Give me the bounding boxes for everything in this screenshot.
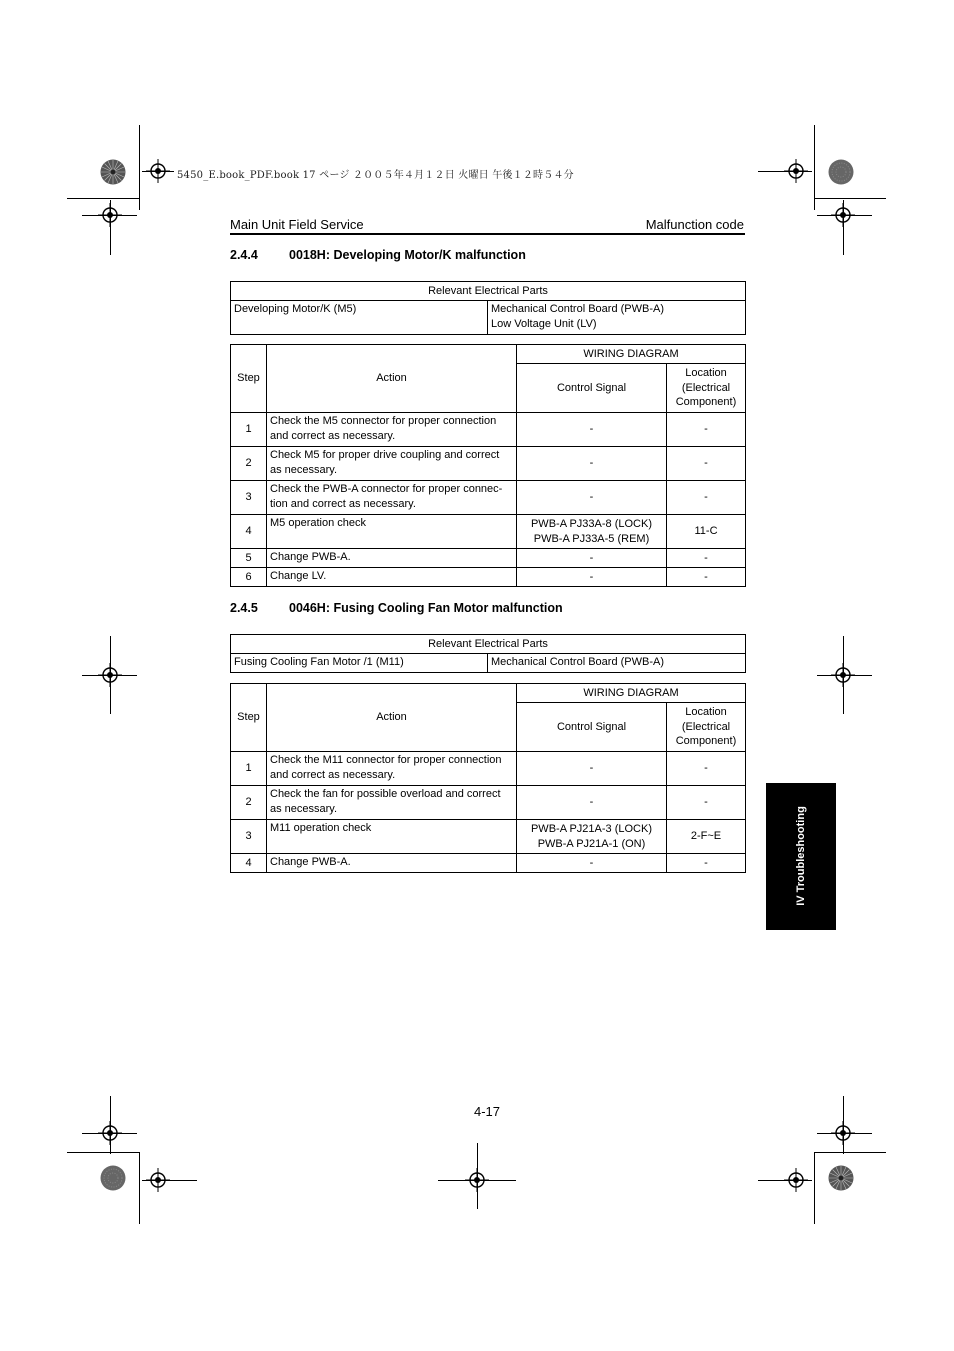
location-header-line: Component) <box>675 735 737 748</box>
header-rule <box>230 233 745 235</box>
control-signal-cell <box>517 515 667 549</box>
action-cell: M11 operation check <box>267 820 517 854</box>
relevant-part-line: Mechanical Control Board (PWB-A) <box>491 303 665 315</box>
action-cell: M5 operation check <box>267 515 517 549</box>
step-cell: 2 <box>231 786 267 820</box>
section-title: 0046H: Fusing Cooling Fan Motor malfunction <box>289 601 563 615</box>
step-cell: 2 <box>231 447 267 481</box>
dotted-seal-icon <box>828 159 854 185</box>
action-cell: Change PWB-A. <box>267 549 517 568</box>
step-cell: 4 <box>231 515 267 549</box>
location-cell: - <box>667 413 746 447</box>
registration-mark-icon <box>784 1168 808 1192</box>
relevant-parts-table <box>230 281 746 335</box>
location-cell: - <box>667 752 746 786</box>
step-cell: 6 <box>231 568 267 587</box>
control-signal-cell: - <box>517 752 667 786</box>
print-info-line: 5450_E.book_PDF.book 17 ページ ２００５年４月１２日 火曜日 午後１２時５４分 <box>177 170 574 181</box>
action-line: Check the PWB-A connector for proper connec- <box>270 483 503 495</box>
section-heading <box>230 601 563 615</box>
table-row <box>231 413 746 447</box>
section-number: 2.4.5 <box>230 601 258 615</box>
dotted-seal-icon <box>100 1165 126 1191</box>
location-header-line: (Electrical <box>681 720 731 733</box>
header-section-title: Malfunction code <box>645 217 744 232</box>
action-cell <box>267 413 517 447</box>
location-header-line: (Electrical <box>681 381 731 394</box>
control-signal-cell: - <box>517 413 667 447</box>
location-cell: 11-C <box>667 515 746 549</box>
action-column-header: Action <box>267 345 517 413</box>
action-line: tion and correct as necessary. <box>270 497 416 510</box>
troubleshooting-table <box>230 683 746 873</box>
action-line: and correct as necessary. <box>270 768 396 781</box>
control-signal-header: Control Signal <box>517 364 667 413</box>
action-cell <box>267 447 517 481</box>
location-cell: - <box>667 786 746 820</box>
step-cell: 5 <box>231 549 267 568</box>
section-title: 0018H: Developing Motor/K malfunction <box>289 248 526 262</box>
section-number: 2.4.4 <box>230 248 258 262</box>
relevant-part-left: Developing Motor/K (M5) <box>231 301 488 335</box>
location-cell: - <box>667 481 746 515</box>
registration-mark-icon <box>784 159 808 183</box>
relevant-parts-header: Relevant Electrical Parts <box>231 635 746 654</box>
step-cell: 4 <box>231 854 267 873</box>
signal-line: PWB-A PJ33A-8 (LOCK) <box>530 518 653 530</box>
registration-mark-icon <box>146 159 170 183</box>
chapter-side-tab-label: IV Troubleshooting <box>795 806 807 906</box>
relevant-parts-header: Relevant Electrical Parts <box>231 282 746 301</box>
table-row <box>231 568 746 587</box>
table-row <box>231 786 746 820</box>
location-header-line: Location <box>685 367 727 380</box>
location-header-line: Location <box>685 706 727 719</box>
control-signal-cell: - <box>517 549 667 568</box>
location-cell: - <box>667 447 746 481</box>
step-cell: 3 <box>231 820 267 854</box>
troubleshooting-table <box>230 344 746 587</box>
step-cell: 3 <box>231 481 267 515</box>
table-row <box>231 481 746 515</box>
step-column-header: Step <box>231 684 267 752</box>
location-header <box>667 703 746 752</box>
action-line: as necessary. <box>270 463 338 476</box>
action-cell <box>267 786 517 820</box>
relevant-part-line: Low Voltage Unit (LV) <box>491 317 597 330</box>
action-line: Check M5 for proper drive coupling and correct <box>270 449 500 461</box>
registration-mark-icon <box>98 663 122 687</box>
location-header-line: Component) <box>675 396 737 409</box>
table-row <box>231 752 746 786</box>
signal-line: PWB-A PJ21A-1 (ON) <box>537 837 646 850</box>
location-cell: - <box>667 549 746 568</box>
registration-mark-icon <box>98 1121 122 1145</box>
wiring-diagram-header: WIRING DIAGRAM <box>517 684 746 703</box>
control-signal-cell: - <box>517 786 667 820</box>
control-signal-cell: - <box>517 568 667 587</box>
action-line: as necessary. <box>270 802 338 815</box>
control-signal-header: Control Signal <box>517 703 667 752</box>
table-row <box>231 447 746 481</box>
header-chapter-title: Main Unit Field Service <box>230 217 364 232</box>
signal-line: PWB-A PJ21A-3 (LOCK) <box>530 823 653 835</box>
step-cell: 1 <box>231 413 267 447</box>
action-line: Check the M5 connector for proper connection <box>270 415 497 427</box>
table-row <box>231 549 746 568</box>
action-cell: Change LV. <box>267 568 517 587</box>
page-number: 4-17 <box>474 1104 501 1119</box>
signal-line: PWB-A PJ33A-5 (REM) <box>533 532 650 545</box>
location-cell: 2-F~E <box>667 820 746 854</box>
registration-mark-icon <box>831 1121 855 1145</box>
action-cell <box>267 752 517 786</box>
location-cell: - <box>667 854 746 873</box>
location-cell: - <box>667 568 746 587</box>
action-line: Check the fan for possible overload and correct <box>270 788 501 800</box>
control-signal-cell <box>517 820 667 854</box>
starburst-seal-icon <box>828 1165 854 1191</box>
relevant-part-right: Mechanical Control Board (PWB-A) <box>488 654 746 673</box>
action-cell <box>267 481 517 515</box>
table-row <box>231 515 746 549</box>
registration-mark-icon <box>98 203 122 227</box>
action-cell: Change PWB-A. <box>267 854 517 873</box>
step-cell: 1 <box>231 752 267 786</box>
relevant-parts-table <box>230 634 746 673</box>
registration-mark-icon <box>146 1168 170 1192</box>
starburst-seal-icon <box>100 159 126 185</box>
action-line: Check the M11 connector for proper connection <box>270 754 502 766</box>
relevant-part-left: Fusing Cooling Fan Motor /1 (M11) <box>231 654 488 673</box>
chapter-side-tab <box>766 783 836 930</box>
registration-mark-icon <box>465 1168 489 1192</box>
registration-mark-icon <box>831 663 855 687</box>
control-signal-cell: - <box>517 854 667 873</box>
registration-mark-icon <box>831 203 855 227</box>
table-row <box>231 854 746 873</box>
wiring-diagram-header: WIRING DIAGRAM <box>517 345 746 364</box>
control-signal-cell: - <box>517 447 667 481</box>
action-column-header: Action <box>267 684 517 752</box>
location-header <box>667 364 746 413</box>
table-row <box>231 820 746 854</box>
relevant-part-right <box>488 301 746 335</box>
section-heading <box>230 248 526 262</box>
action-line: and correct as necessary. <box>270 429 396 442</box>
control-signal-cell: - <box>517 481 667 515</box>
step-column-header: Step <box>231 345 267 413</box>
